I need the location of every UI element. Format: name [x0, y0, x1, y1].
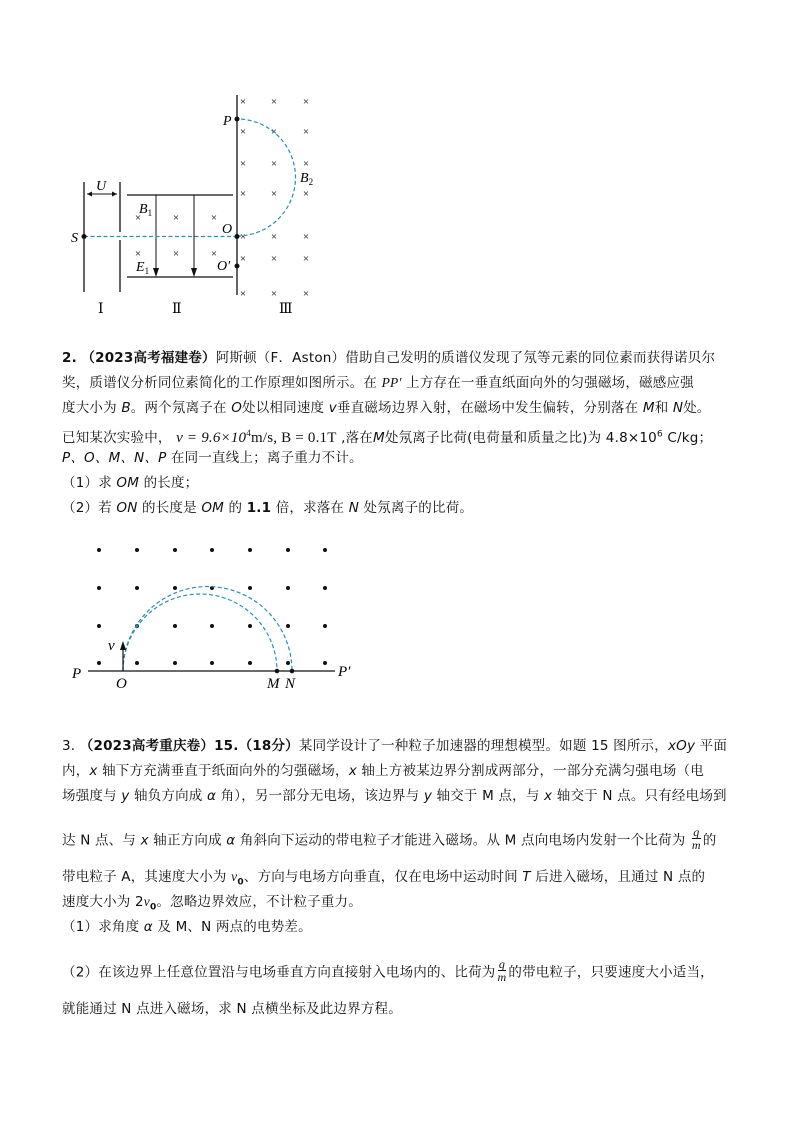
point-p [235, 117, 240, 122]
field-dot-mark [97, 661, 101, 665]
problem-2-line-5 [62, 449, 363, 467]
text: 角），另一部分无电场，该边界与 [216, 788, 424, 804]
field-dot-mark [286, 661, 290, 665]
problem-2-line-1 [62, 349, 715, 367]
field-cross-mark: × [302, 188, 310, 200]
fraction-q-over-m [498, 958, 507, 983]
var-o: O [231, 400, 243, 416]
velocity-arrow [120, 641, 126, 671]
field-cross-mark: × [239, 158, 247, 170]
text: 在同一直线上；离子重力不计。 [166, 450, 363, 466]
field-cross-mark: × [270, 231, 278, 243]
var-v: v [328, 400, 337, 416]
exponent: 6 [656, 429, 663, 440]
field-dot-mark [248, 661, 252, 665]
text: 轴交于 M 点，与 [432, 788, 545, 804]
field-cross-mark: × [210, 248, 218, 260]
var-n: N [672, 400, 684, 416]
field-cross-mark: × [239, 126, 247, 138]
problem-3-ref: 15.（18分） [214, 738, 299, 754]
magnetic-field-out-of-page-marks [97, 548, 327, 665]
numerator: q [498, 957, 506, 971]
field-dot-mark [173, 548, 177, 552]
field-dot-mark [210, 624, 214, 628]
field-dot-mark [248, 548, 252, 552]
text: 内， [62, 763, 90, 779]
problem-2-source: （2023高考福建卷） [81, 350, 216, 366]
region-3-magnetic-field-marks [240, 96, 309, 300]
text: （1）求角度 [62, 919, 144, 935]
problem-3-number: 3. [62, 738, 76, 754]
label-p: P [223, 114, 232, 129]
var-x: x [544, 788, 553, 804]
label-region-2: Ⅱ [172, 302, 182, 317]
var-x: x [140, 832, 149, 849]
fraction-q-over-m [692, 826, 701, 851]
point-m [275, 669, 280, 674]
text: 垂直磁场边界入射，在磁场中发生偏转，分别落在 [336, 400, 639, 416]
text: 角斜向下运动的带电粒子才能进入磁场。从 M 点向电场内发射一个比荷为 [235, 832, 690, 849]
field-cross-mark: × [302, 96, 310, 108]
problem-3-line-5 [62, 868, 705, 892]
field-cross-mark: × [270, 288, 278, 300]
problem-3-line-4 [62, 825, 717, 853]
field-cross-mark: × [210, 212, 218, 224]
field-cross-mark: × [239, 231, 247, 243]
var-xoy: xOy [667, 738, 696, 754]
problem-3-question-2 [62, 957, 714, 985]
label-u: U [96, 179, 107, 194]
field-dot-mark [97, 548, 101, 552]
var-pp: PP′ [381, 375, 402, 390]
text: 处氖离子的比荷。 [359, 500, 474, 516]
ion-path-m [123, 594, 277, 671]
field-dot-mark [323, 548, 327, 552]
figure-mass-spectrometer [0, 530, 794, 700]
var-m: M [373, 430, 385, 446]
subscript: 0 [149, 902, 157, 913]
field-cross-mark: × [302, 126, 310, 138]
text: 。两个氖离子在 [130, 400, 227, 416]
text: 轴正方向成 [148, 832, 227, 849]
figure-velocity-selector-mass-spectrometer [0, 0, 794, 330]
field-dot-mark [135, 586, 139, 590]
var-v: v [143, 894, 150, 909]
text: （1）求 [62, 475, 117, 491]
var-on: ON [116, 500, 138, 516]
subscript: 0 [237, 877, 244, 888]
exponent: 4 [246, 428, 251, 438]
text: 的 [224, 500, 247, 516]
field-dot-mark [173, 624, 177, 628]
field-cross-mark: × [239, 253, 247, 265]
factor: 1.1 [246, 500, 272, 516]
point-s [82, 234, 87, 239]
problem-2-question-2 [62, 499, 473, 517]
problem-3-line-6 [62, 893, 362, 917]
problem-3-line-1 [62, 737, 727, 755]
field-cross-mark: × [270, 253, 278, 265]
text: 处。 [683, 400, 711, 416]
text: 速度大小为 2 [62, 894, 144, 910]
problem-3-question-1 [62, 918, 312, 936]
problem-2-line-4 [62, 424, 712, 447]
problem-2-line-2 [62, 374, 694, 392]
text: 后进入磁场，且通过 N 点的 [530, 869, 706, 885]
text: 就能通过 N 点进入磁场，求 N 点横坐标及此边界方程。 [62, 1001, 402, 1017]
field-dot-mark [286, 586, 290, 590]
field-dot-mark [97, 624, 101, 628]
numerator: q [693, 825, 700, 839]
label-region-3: Ⅲ [279, 302, 293, 317]
var-t: T [522, 869, 531, 885]
var-x: x [89, 763, 98, 779]
field-cross-mark: × [239, 96, 247, 108]
field-cross-mark: × [270, 158, 278, 170]
label-b1: $B_1$ [139, 202, 153, 218]
text: 轴下方充满垂直于纸面向外的匀强磁场， [97, 763, 349, 779]
var-alpha: α [226, 832, 236, 849]
field-dot-mark [323, 586, 327, 590]
label-o: O [116, 676, 127, 692]
var-x: x [348, 763, 357, 779]
label-s: S [71, 231, 78, 246]
problem-3-line-2 [62, 762, 704, 780]
label-o: O [222, 222, 233, 237]
field-dot-mark [323, 661, 327, 665]
field-dot-mark [173, 586, 177, 590]
denominator: m [497, 970, 507, 984]
text: 轴交于 N 点。只有经电场到 [552, 788, 727, 804]
point-o-prime [235, 264, 240, 269]
field-cross-mark: × [302, 253, 310, 265]
var-b: B [121, 400, 131, 416]
text: 处氖离子比荷(电荷量和质量之比)为 4.8×10 [384, 430, 657, 446]
problem-2-question-1 [62, 474, 198, 492]
field-dot-mark [210, 661, 214, 665]
label-p: P [72, 666, 82, 682]
text: （2）在该边界上任意位置沿与电场垂直方向直接射入电场内的、比荷为 [62, 964, 496, 981]
ion-path-n [123, 587, 292, 671]
field-cross-mark: × [302, 288, 310, 300]
label-region-1: Ⅰ [98, 302, 104, 317]
text: 及 M、N 两点的电势差。 [152, 919, 312, 935]
text: 的带电粒子，只要速度大小适当， [508, 964, 714, 981]
field-cross-mark: × [302, 231, 310, 243]
label-v: v [108, 638, 115, 654]
text: 。忽略边界效应，不计粒子重力。 [156, 894, 362, 910]
label-o-prime: O′ [217, 259, 231, 274]
text: 处以相同速度 [242, 400, 325, 416]
text: ,落在 [336, 430, 374, 446]
velocity-unit-and-b: m/s, B = 0.1T [250, 430, 337, 446]
var-alpha: α [143, 919, 153, 935]
field-dot-mark [286, 548, 290, 552]
text: 的 [702, 832, 717, 849]
problem-3-question-2-cont [62, 1000, 402, 1018]
field-dot-mark [135, 661, 139, 665]
problem-3-line-3 [62, 787, 727, 805]
field-dot-mark [323, 624, 327, 628]
label-e1: $E_1$ [136, 260, 150, 276]
field-dot-mark [173, 661, 177, 665]
field-cross-mark: × [134, 212, 142, 224]
text: 场强度与 [62, 788, 122, 804]
problem-2-line-3 [62, 399, 711, 417]
problem-2-number: 2. [62, 350, 77, 366]
text: 的长度是 [137, 500, 202, 516]
text: 已知某次实验中， [62, 430, 172, 446]
field-cross-mark: × [302, 158, 310, 170]
points-list: P、O、M、N、P [62, 450, 167, 466]
var-alpha: α [206, 788, 217, 804]
text: （2）若 [62, 500, 117, 516]
var-v: v [231, 869, 238, 884]
field-dot-mark [286, 624, 290, 628]
text: 轴上方被某边界分割成两部分，一部分充满匀强电场（电 [356, 763, 704, 779]
point-o [235, 234, 240, 239]
field-dot-mark [248, 624, 252, 628]
label-m: M [267, 676, 280, 692]
field-cross-mark: × [270, 96, 278, 108]
label-n: N [285, 676, 296, 692]
var-y: y [423, 788, 433, 804]
text: 轴负方向成 [129, 788, 207, 804]
text: 的长度； [139, 475, 199, 491]
text: 倍，求落在 [271, 500, 349, 516]
text: 某同学设计了一种粒子加速器的理想模型。如题 15 图所示， [298, 738, 668, 754]
text: 和 [654, 400, 669, 416]
var-om: OM [116, 475, 140, 491]
var-m: M [642, 400, 655, 416]
var-om: OM [201, 500, 224, 516]
field-cross-mark: × [134, 248, 142, 260]
field-dot-mark [135, 548, 139, 552]
field-dot-mark [97, 586, 101, 590]
text: 奖，质谱仪分析同位素简化的工作原理如图所示。在 [62, 375, 378, 391]
problem-3-source: （2023高考重庆卷） [79, 738, 215, 754]
denominator: m [691, 838, 701, 852]
label-b2: $B_2$ [300, 171, 314, 187]
text: 达 N 点、与 [62, 832, 141, 849]
text: 带电粒子 A，其速度大小为 [62, 869, 232, 885]
field-cross-mark: × [270, 126, 278, 138]
field-cross-mark: × [172, 248, 180, 260]
text: 度大小为 [62, 400, 117, 416]
field-dot-mark [248, 586, 252, 590]
field-dot-mark [210, 548, 214, 552]
field-cross-mark: × [239, 188, 247, 200]
text: 、方向与电场方向垂直，仅在电场中运动时间 [243, 869, 523, 885]
label-p-prime: P′ [338, 664, 351, 680]
field-cross-mark: × [172, 212, 180, 224]
text: 平面 [695, 738, 728, 754]
var-y: y [121, 788, 130, 804]
var-n: N [348, 500, 359, 516]
field-cross-mark: × [239, 288, 247, 300]
text: 阿斯顿（F．Aston）借助自己发明的质谱仪发现了氖等元素的同位素而获得诺贝尔 [215, 350, 716, 366]
point-n [290, 669, 295, 674]
text: C/kg； [662, 430, 713, 446]
velocity-value: v = 9.6×10 [176, 430, 247, 446]
field-cross-mark: × [270, 188, 278, 200]
text: 上方存在一垂直纸面向外的匀强磁场，磁感应强 [406, 375, 694, 391]
given-values [176, 430, 337, 446]
